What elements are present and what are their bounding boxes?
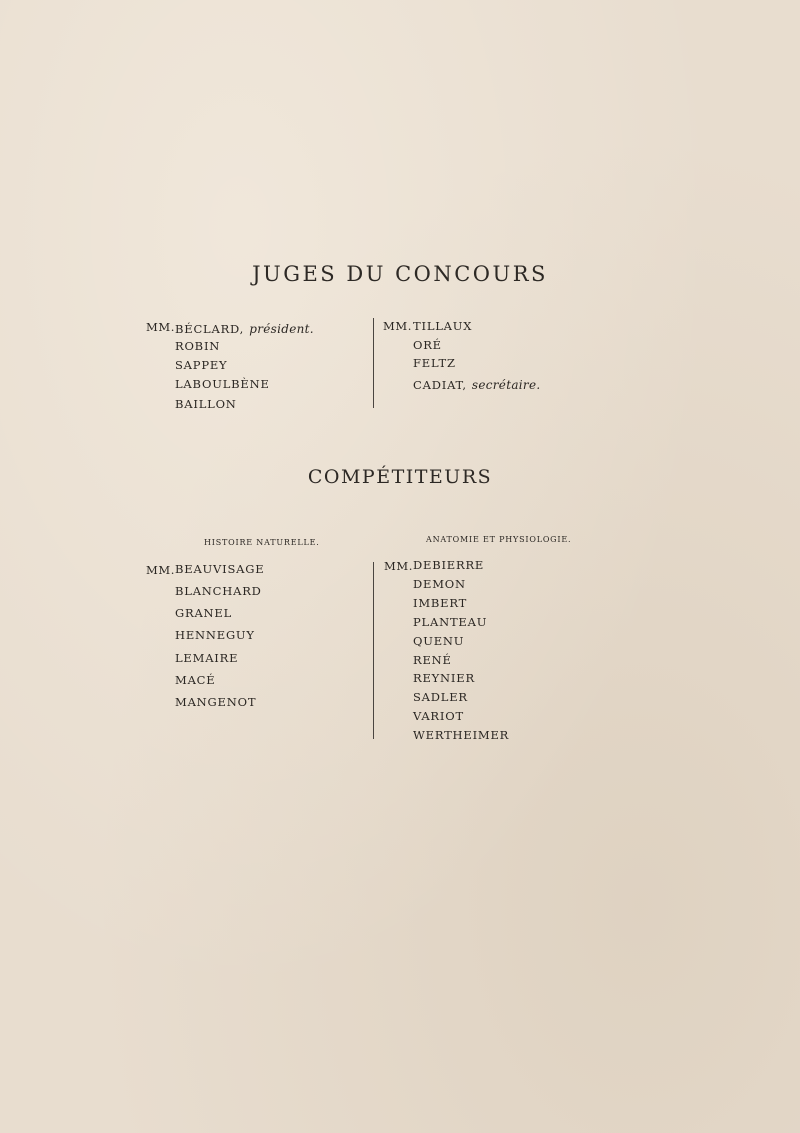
competiteur-name: RENÉ <box>413 653 452 667</box>
competiteurs-left-prefix: MM. <box>146 563 176 577</box>
competiteur-name: IMBERT <box>413 596 468 610</box>
competiteur-name: GRANEL <box>175 606 233 620</box>
section-anatomie-physiologie: ANATOMIE ET PHYSIOLOGIE. <box>426 535 572 544</box>
juge-name: LABOULBÈNE <box>175 377 270 391</box>
competiteur-name: SADLER <box>413 690 468 704</box>
competiteurs-right-prefix: MM. <box>384 559 414 573</box>
competiteur-name: LEMAIRE <box>175 651 239 665</box>
competiteur-name: DEMON <box>413 577 466 591</box>
juge-name: BÉCLARD, <box>175 322 245 336</box>
juge-name: SAPPEY <box>175 358 228 372</box>
competiteur-name: MACÉ <box>175 673 216 687</box>
juge-name: CADIAT, <box>413 378 467 392</box>
juge-name: ORÉ <box>413 338 442 352</box>
juges-divider <box>373 318 374 408</box>
juge-name: BAILLON <box>175 397 237 411</box>
competiteurs-divider <box>373 562 374 739</box>
juge-name: ROBIN <box>175 339 221 353</box>
juge-beclard <box>175 318 314 337</box>
competiteur-name: VARIOT <box>413 709 464 723</box>
juge-role: président. <box>249 322 314 336</box>
juges-right-prefix: MM. <box>383 319 413 333</box>
juge-name: TILLAUX <box>413 319 473 333</box>
competiteur-name: PLANTEAU <box>413 615 488 629</box>
juges-heading: JUGES DU CONCOURS <box>252 262 548 286</box>
juge-name: FELTZ <box>413 356 456 370</box>
competiteur-name: DEBIERRE <box>413 558 485 572</box>
competiteurs-heading: COMPÉTITEURS <box>307 466 493 488</box>
juge-role: secrétaire. <box>471 378 541 392</box>
juge-cadiat <box>413 374 540 393</box>
competiteur-name: MANGENOT <box>175 695 257 709</box>
juges-left-prefix: MM. <box>146 320 176 334</box>
competiteur-name: QUENU <box>413 634 465 648</box>
competiteur-name: BEAUVISAGE <box>175 562 265 576</box>
competiteur-name: WERTHEIMER <box>413 728 510 742</box>
competiteur-name: BLANCHARD <box>175 584 262 598</box>
section-histoire-naturelle: HISTOIRE NATURELLE. <box>204 538 320 547</box>
competiteur-name: HENNEGUY <box>175 628 255 642</box>
competiteur-name: REYNIER <box>413 671 475 685</box>
